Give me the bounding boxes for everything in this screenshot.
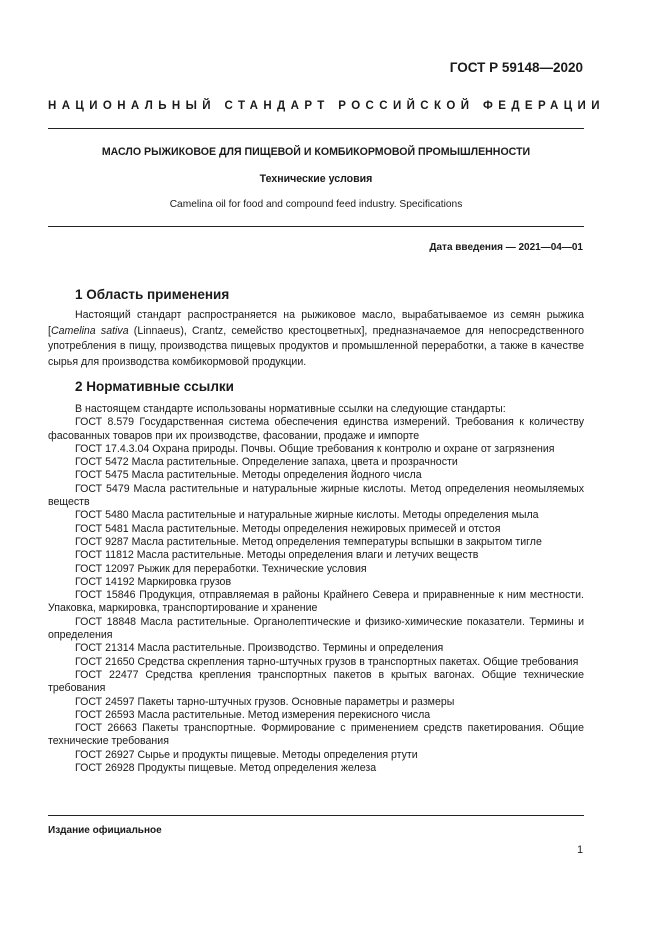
section-1-heading: 1 Область применения <box>75 287 230 302</box>
top-divider <box>48 128 584 129</box>
reference-item: ГОСТ 5481 Масла растительные. Методы определения нежировых примесей и отстоя <box>75 522 501 535</box>
references-intro: В настоящем стандарте использованы нормативные ссылки на следующие стандарты: <box>75 403 506 415</box>
reference-item: ГОСТ 15846 Продукция, отправляемая в районы Крайнего Севера и приравненные к ним местности. Упаковка, маркировка, транспортирование и хранение <box>48 589 584 615</box>
reference-item: ГОСТ 17.4.3.04 Охрана природы. Почвы. Общие требования к контролю и охране от загрязнения <box>75 442 555 455</box>
page-number: 1 <box>577 844 583 856</box>
reference-item: ГОСТ 22477 Средства крепления транспортных пакетов в крытых вагонах. Общие технические требования <box>48 668 584 695</box>
reference-item: ГОСТ 8.579 Государственная система обеспечения единства измерений. Требования к количеству фасованных товаров при их производстве, фасовании, продаже и импорте <box>48 416 584 442</box>
standard-title: МАСЛО РЫЖИКОВОЕ ДЛЯ ПИЩЕВОЙ И КОМБИКОРМОВОЙ ПРОМЫШЛЕННОСТИ <box>101 146 531 158</box>
scope-paragraph: Настоящий стандарт распространяется на рыжиковое масло, вырабатываемое из семян рыжика [Camelina sativa (Linnaeus), Crantz, семейство крестоцветных], предназначаемое для непосредственного употребления в пищу, производства пищевых продуктов и промышленной переработки, а также в качестве сырья для производства комбикормовой продукции. <box>48 309 584 369</box>
reference-item: ГОСТ 9287 Масла растительные. Метод определения температуры вспышки в закрытом тигле <box>75 535 542 548</box>
introduction-date: Дата введения — 2021—04—01 <box>429 242 583 253</box>
title-divider <box>48 226 584 227</box>
reference-item: ГОСТ 5475 Масла растительные. Методы определения йодного числа <box>75 469 422 482</box>
national-standard-heading: НАЦИОНАЛЬНЫЙ СТАНДАРТ РОССИЙСКОЙ ФЕДЕРАЦИИ <box>48 100 605 112</box>
reference-item: ГОСТ 21314 Масла растительные. Производство. Термины и определения <box>75 642 444 655</box>
english-title: Camelina oil for food and compound feed industry. Specifications <box>169 199 463 210</box>
reference-item: ГОСТ 26663 Пакеты транспортные. Формирование с применением средств пакетирования. Общие технические требования <box>48 722 584 748</box>
references-list <box>48 403 584 775</box>
reference-item: ГОСТ 5472 Масла растительные. Определение запаха, цвета и прозрачности <box>75 456 458 469</box>
reference-item: ГОСТ 26928 Продукты пищевые. Метод определения железа <box>75 762 377 775</box>
reference-item: ГОСТ 21650 Средства скрепления тарно-штучных грузов в транспортных пакетах. Общие требования <box>75 655 579 668</box>
section-1-body <box>48 308 584 371</box>
document-number: ГОСТ Р 59148—2020 <box>449 60 583 75</box>
reference-item: ГОСТ 18848 Масла растительные. Органолептические и физико-химические показатели. Термины и определения <box>48 615 584 642</box>
section-2-heading: 2 Нормативные ссылки <box>75 379 234 394</box>
reference-item: ГОСТ 5479 Масла растительные и натуральные жирные кислоты. Метод определения неомыляемых веществ <box>48 482 584 509</box>
reference-item: ГОСТ 5480 Масла растительные и натуральные жирные кислоты. Методы определения мыла <box>75 509 539 522</box>
official-edition-label: Издание официальное <box>48 825 162 836</box>
reference-item: ГОСТ 26927 Сырье и продукты пищевые. Методы определения ртути <box>75 748 418 761</box>
reference-item: ГОСТ 26593 Масла растительные. Метод измерения перекисного числа <box>75 708 431 721</box>
footer-divider <box>48 815 584 816</box>
standard-subtitle: Технические условия <box>259 173 373 185</box>
latin-species-name: Camelina sativa <box>50 324 129 337</box>
reference-item: ГОСТ 24597 Пакеты тарно-штучных грузов. Основные параметры и размеры <box>75 695 455 708</box>
reference-item: ГОСТ 11812 Масла растительные. Методы определения влаги и летучих веществ <box>75 549 479 562</box>
reference-item: ГОСТ 12097 Рыжик для переработки. Технические условия <box>75 562 367 575</box>
reference-item: ГОСТ 14192 Маркировка грузов <box>75 575 232 588</box>
